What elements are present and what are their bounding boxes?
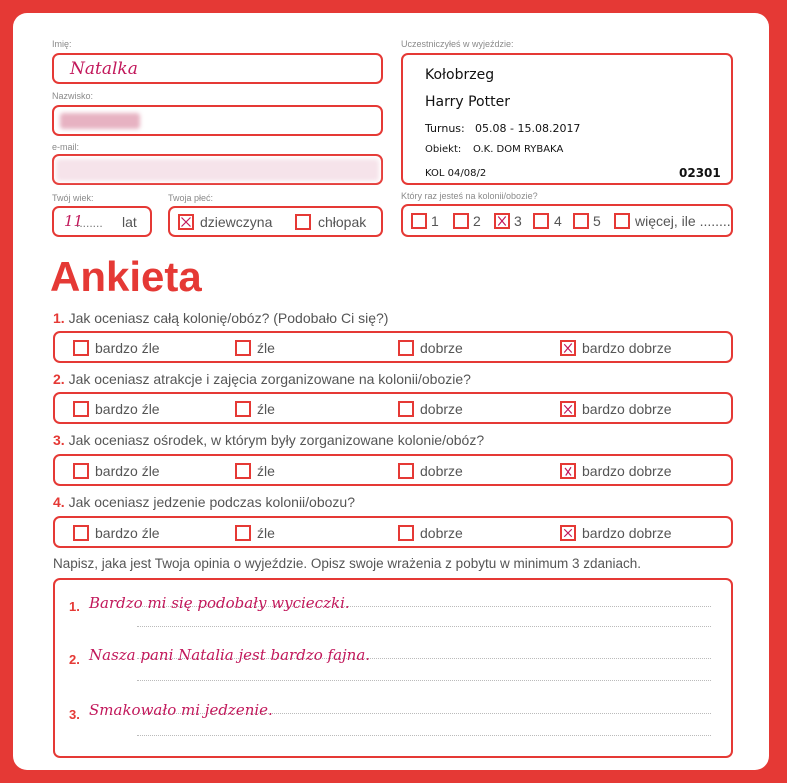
option-zle[interactable] [235, 463, 275, 479]
option-label: bardzo dobrze [582, 525, 672, 541]
writing-line [137, 626, 711, 627]
option-label: dobrze [420, 340, 463, 356]
camp-theme: Harry Potter [425, 94, 510, 110]
age-value: 11 [64, 212, 84, 230]
option-label: bardzo źle [95, 525, 160, 541]
checkbox-checked[interactable] [560, 525, 576, 541]
check-x-icon [562, 465, 574, 477]
checkbox[interactable] [398, 401, 414, 417]
times-2-label: 2 [473, 213, 481, 229]
surname-label: Nazwisko: [52, 91, 94, 101]
question-number: 3. [53, 432, 65, 448]
opinion-1-number: 1. [69, 599, 80, 614]
times-field [401, 204, 733, 237]
option-dobrze[interactable] [398, 463, 463, 479]
writing-line [137, 735, 711, 736]
checkbox[interactable] [73, 463, 89, 479]
option-bardzo-dobrze[interactable] [560, 340, 672, 356]
opinion-prompt: Napisz, jaka jest Twoja opinia o wyjeździe. Opisz swoje wrażenia z pobytu w minimum 3 zdaniach. [53, 556, 642, 571]
checkbox[interactable] [398, 525, 414, 541]
gender-field [168, 206, 383, 237]
camp-label: Uczestniczyłeś w wyjeździe: [401, 39, 514, 49]
survey-title: Ankieta [50, 253, 202, 300]
obiekt-value: O.K. DOM RYBAKA [473, 144, 564, 155]
camp-code: KOL 04/08/2 [425, 168, 487, 179]
redacted-email [56, 159, 379, 181]
option-label: dobrze [420, 463, 463, 479]
option-bardzo-dobrze[interactable] [560, 463, 672, 479]
question-1 [53, 310, 388, 326]
question-text: Jak oceniasz ośrodek, w którym były zorganizowane kolonie/obóz? [68, 432, 485, 448]
gender-female-label: dziewczyna [200, 214, 273, 230]
times-1-label: 1 [431, 213, 439, 229]
option-dobrze[interactable] [398, 401, 463, 417]
check-x-icon [562, 342, 574, 354]
camp-number: 02301 [679, 166, 721, 180]
option-bardzo-dobrze[interactable] [560, 525, 672, 541]
times-more-checkbox[interactable] [614, 213, 630, 229]
option-label: dobrze [420, 401, 463, 417]
option-zle[interactable] [235, 401, 275, 417]
gender-female-checkbox[interactable] [178, 214, 194, 230]
option-bardzo-zle[interactable] [73, 340, 160, 356]
question-text: Jak oceniasz atrakcje i zajęcia zorganizowane na kolonii/obozie? [68, 371, 471, 387]
option-label: bardzo źle [95, 340, 160, 356]
age-field[interactable] [52, 206, 152, 237]
option-dobrze[interactable] [398, 525, 463, 541]
answer-row-1 [53, 331, 733, 363]
question-text: Jak oceniasz całą kolonię/obóz? (Podobało Ci się?) [68, 310, 389, 326]
gender-male-label: chłopak [318, 214, 367, 230]
checkbox[interactable] [73, 401, 89, 417]
option-label: bardzo dobrze [582, 340, 672, 356]
answer-row-2 [53, 392, 733, 424]
question-3 [53, 432, 484, 448]
checkbox[interactable] [235, 525, 251, 541]
option-label: dobrze [420, 525, 463, 541]
question-4 [53, 494, 355, 510]
opinion-3-number: 3. [69, 707, 80, 722]
option-bardzo-dobrze[interactable] [560, 401, 672, 417]
age-label: Twój wiek: [52, 193, 94, 203]
option-label: źle [257, 525, 275, 541]
turnus-label: Turnus: [425, 122, 465, 135]
opinion-3-text: Smakowało mi jedzenie. [89, 701, 273, 719]
option-bardzo-zle[interactable] [73, 463, 160, 479]
check-x-icon [180, 216, 192, 228]
check-x-icon [562, 527, 574, 539]
times-2-checkbox[interactable] [453, 213, 469, 229]
name-value: Natalka [70, 59, 138, 79]
checkbox-checked[interactable] [560, 401, 576, 417]
turnus-value: 05.08 - 15.08.2017 [475, 122, 581, 135]
option-dobrze[interactable] [398, 340, 463, 356]
checkbox-checked[interactable] [560, 340, 576, 356]
survey-sheet [13, 13, 769, 770]
option-label: bardzo dobrze [582, 401, 672, 417]
opinion-1-text: Bardzo mi się podobały wycieczki. [89, 594, 350, 612]
checkbox[interactable] [235, 463, 251, 479]
times-4-label: 4 [554, 213, 562, 229]
times-1-checkbox[interactable] [411, 213, 427, 229]
option-label: bardzo źle [95, 463, 160, 479]
gender-male-checkbox[interactable] [295, 214, 311, 230]
age-dots: ........ [76, 216, 103, 230]
times-5-label: 5 [593, 213, 601, 229]
option-label: źle [257, 401, 275, 417]
checkbox[interactable] [235, 401, 251, 417]
name-label: Imię: [52, 39, 72, 49]
checkbox[interactable] [73, 340, 89, 356]
camp-city: Kołobrzeg [425, 67, 495, 83]
option-label: źle [257, 463, 275, 479]
times-3-label: 3 [514, 213, 522, 229]
times-4-checkbox[interactable] [533, 213, 549, 229]
checkbox-checked[interactable] [560, 463, 576, 479]
redacted-surname [60, 113, 140, 129]
answer-row-3 [53, 454, 733, 486]
times-more-label: więcej, ile ........ [635, 213, 731, 229]
check-x-icon [562, 403, 574, 415]
checkbox[interactable] [235, 340, 251, 356]
option-label: źle [257, 340, 275, 356]
question-number: 1. [53, 310, 65, 326]
option-bardzo-zle[interactable] [73, 401, 160, 417]
question-text: Jak oceniasz jedzenie podczas kolonii/obozu? [68, 494, 355, 510]
email-field[interactable] [52, 154, 383, 185]
option-bardzo-zle[interactable] [73, 525, 160, 541]
times-5-checkbox[interactable] [573, 213, 589, 229]
times-3-checkbox[interactable] [494, 213, 510, 229]
name-field[interactable] [52, 53, 383, 84]
option-zle[interactable] [235, 340, 275, 356]
opinion-box[interactable] [53, 578, 733, 758]
gender-label: Twoja płeć: [168, 193, 214, 203]
checkbox[interactable] [398, 463, 414, 479]
checkbox[interactable] [73, 525, 89, 541]
obiekt-label: Obiekt: [425, 144, 462, 155]
times-label: Który raz jesteś na kolonii/obozie? [401, 191, 538, 201]
option-zle[interactable] [235, 525, 275, 541]
writing-line [137, 680, 711, 681]
answer-row-4 [53, 516, 733, 548]
check-x-icon [496, 215, 508, 227]
question-number: 4. [53, 494, 65, 510]
email-label: e-mail: [52, 142, 80, 152]
question-2 [53, 371, 471, 387]
question-number: 2. [53, 371, 65, 387]
opinion-2-text: Nasza pani Natalia jest bardzo fajna. [89, 646, 371, 664]
age-unit: lat [122, 214, 137, 230]
opinion-2-number: 2. [69, 652, 80, 667]
option-label: bardzo dobrze [582, 463, 672, 479]
surname-field[interactable] [52, 105, 383, 136]
camp-card [401, 53, 733, 185]
option-label: bardzo źle [95, 401, 160, 417]
checkbox[interactable] [398, 340, 414, 356]
